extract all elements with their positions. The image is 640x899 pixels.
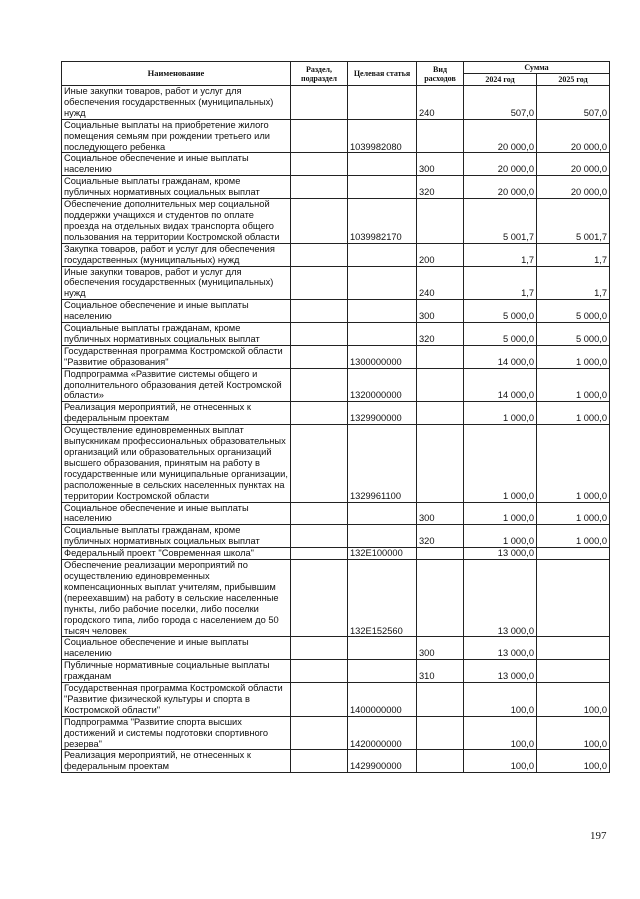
cell-name: Социальные выплаты гражданам, кроме публичных нормативных социальных выплат <box>62 525 291 548</box>
cell-2025: 1,7 <box>537 266 610 300</box>
cell-target <box>348 176 417 199</box>
table-row <box>62 119 610 153</box>
cell-2025 <box>537 548 610 560</box>
cell-name: Обеспечение дополнительных мер социальной поддержки учащихся и студентов по оплате проезда на отдельных видах транспорта общего пользования на территории Костромской области <box>62 199 291 244</box>
cell-2024: 5 000,0 <box>464 300 537 323</box>
cell-section <box>291 368 348 402</box>
cell-target <box>348 502 417 525</box>
cell-type: 320 <box>417 525 464 548</box>
cell-target: 1420000000 <box>348 716 417 750</box>
cell-name: Социальные выплаты гражданам, кроме публичных нормативных социальных выплат <box>62 176 291 199</box>
table-row <box>62 402 610 425</box>
cell-2025: 100,0 <box>537 750 610 773</box>
header-type: Вид расходов <box>417 62 464 86</box>
cell-2024: 1 000,0 <box>464 502 537 525</box>
cell-2025: 100,0 <box>537 683 610 717</box>
cell-2025 <box>537 560 610 637</box>
cell-type <box>417 750 464 773</box>
cell-section <box>291 750 348 773</box>
table-row <box>62 345 610 368</box>
table-row <box>62 560 610 637</box>
cell-name: Закупка товаров, работ и услуг для обеспечения государственных (муниципальных) нужд <box>62 243 291 266</box>
cell-type: 300 <box>417 637 464 660</box>
cell-type: 320 <box>417 176 464 199</box>
cell-name: Социальные выплаты гражданам, кроме публичных нормативных социальных выплат <box>62 323 291 346</box>
cell-name: Иные закупки товаров, работ и услуг для обеспечения государственных (муниципальных) нужд <box>62 86 291 120</box>
cell-type: 200 <box>417 243 464 266</box>
cell-target <box>348 323 417 346</box>
table-row <box>62 86 610 120</box>
cell-type: 300 <box>417 153 464 176</box>
cell-name: Социальное обеспечение и иные выплаты населению <box>62 300 291 323</box>
table-row <box>62 300 610 323</box>
cell-2024: 14 000,0 <box>464 345 537 368</box>
cell-name: Социальное обеспечение и иные выплаты населению <box>62 637 291 660</box>
cell-type: 240 <box>417 266 464 300</box>
cell-target: 132E100000 <box>348 548 417 560</box>
cell-name: Государственная программа Костромской области "Развитие физической культуры и спорта в Костромской области" <box>62 683 291 717</box>
cell-2025: 20 000,0 <box>537 153 610 176</box>
cell-2024: 14 000,0 <box>464 368 537 402</box>
cell-section <box>291 637 348 660</box>
cell-target <box>348 153 417 176</box>
table-row <box>62 660 610 683</box>
cell-name: Реализация мероприятий, не отнесенных к федеральным проектам <box>62 750 291 773</box>
cell-target: 1329961100 <box>348 425 417 502</box>
cell-type: 310 <box>417 660 464 683</box>
cell-2025: 1 000,0 <box>537 525 610 548</box>
cell-2025 <box>537 660 610 683</box>
table-row <box>62 525 610 548</box>
cell-target: 1429900000 <box>348 750 417 773</box>
cell-2025: 1 000,0 <box>537 368 610 402</box>
cell-target <box>348 266 417 300</box>
cell-section <box>291 683 348 717</box>
cell-target <box>348 660 417 683</box>
cell-2025 <box>537 637 610 660</box>
cell-section <box>291 243 348 266</box>
cell-2024: 20 000,0 <box>464 176 537 199</box>
cell-2024: 13 000,0 <box>464 637 537 660</box>
cell-name: Федеральный проект "Современная школа" <box>62 548 291 560</box>
cell-name: Иные закупки товаров, работ и услуг для обеспечения государственных (муниципальных) нужд <box>62 266 291 300</box>
page-number: 197 <box>590 830 607 842</box>
table-row <box>62 716 610 750</box>
cell-2024: 507,0 <box>464 86 537 120</box>
header-sum: Сумма <box>464 62 610 74</box>
cell-target <box>348 637 417 660</box>
cell-section <box>291 402 348 425</box>
table-row <box>62 368 610 402</box>
cell-2024: 20 000,0 <box>464 119 537 153</box>
cell-2025: 1 000,0 <box>537 402 610 425</box>
cell-section <box>291 425 348 502</box>
table-body <box>62 86 610 773</box>
header-section: Раздел, подраздел <box>291 62 348 86</box>
cell-section <box>291 176 348 199</box>
table-row <box>62 683 610 717</box>
header-year-2025: 2025 год <box>537 74 610 86</box>
cell-name: Государственная программа Костромской области "Развитие образования" <box>62 345 291 368</box>
cell-2024: 5 001,7 <box>464 199 537 244</box>
cell-section <box>291 86 348 120</box>
cell-name: Подпрограмма "Развитие спорта высших достижений и системы подготовки спортивного резерва" <box>62 716 291 750</box>
cell-target: 1039982080 <box>348 119 417 153</box>
cell-section <box>291 560 348 637</box>
cell-2025: 1 000,0 <box>537 345 610 368</box>
cell-2025: 100,0 <box>537 716 610 750</box>
cell-section <box>291 323 348 346</box>
table-row <box>62 243 610 266</box>
cell-2024: 13 000,0 <box>464 560 537 637</box>
cell-target <box>348 300 417 323</box>
cell-2024: 1,7 <box>464 266 537 300</box>
table-row <box>62 425 610 502</box>
cell-name: Обеспечение реализации мероприятий по осуществлению единовременных компенсационных выплат учителям, прибывшим (переехавшим) на работу в сельские населенные пункты, либо рабочие поселки, либо поселки городского типа, либо города с населением до 50 тысяч человек <box>62 560 291 637</box>
cell-2025: 1 000,0 <box>537 425 610 502</box>
cell-type <box>417 560 464 637</box>
table-row <box>62 548 610 560</box>
header-target: Целевая статья <box>348 62 417 86</box>
cell-name: Осуществление единовременных выплат выпускникам профессиональных образовательных организаций или образовательных организаций высшего образования, принятым на работу в государственные или муниципальные организации, расположенные в сельских населенных пунктах на территории Костромской области <box>62 425 291 502</box>
cell-2025: 20 000,0 <box>537 176 610 199</box>
cell-target: 1300000000 <box>348 345 417 368</box>
cell-name: Социальные выплаты на приобретение жилого помещения семьям при рождении третьего или последующего ребенка <box>62 119 291 153</box>
cell-type <box>417 402 464 425</box>
cell-2025: 5 000,0 <box>537 300 610 323</box>
cell-section <box>291 716 348 750</box>
cell-name: Социальное обеспечение и иные выплаты населению <box>62 502 291 525</box>
cell-2024: 100,0 <box>464 716 537 750</box>
cell-target: 1039982170 <box>348 199 417 244</box>
cell-name: Подпрограмма «Развитие системы общего и дополнительного образования детей Костромской области» <box>62 368 291 402</box>
cell-2024: 13 000,0 <box>464 548 537 560</box>
cell-type: 300 <box>417 502 464 525</box>
cell-type <box>417 683 464 717</box>
table-row <box>62 502 610 525</box>
table-row <box>62 750 610 773</box>
cell-name: Публичные нормативные социальные выплаты гражданам <box>62 660 291 683</box>
cell-target <box>348 243 417 266</box>
cell-2025: 5 000,0 <box>537 323 610 346</box>
table-row <box>62 637 610 660</box>
cell-2024: 100,0 <box>464 683 537 717</box>
cell-2024: 1,7 <box>464 243 537 266</box>
header-year-2024: 2024 год <box>464 74 537 86</box>
cell-2024: 1 000,0 <box>464 525 537 548</box>
cell-2024: 13 000,0 <box>464 660 537 683</box>
cell-2025: 5 001,7 <box>537 199 610 244</box>
cell-2024: 100,0 <box>464 750 537 773</box>
cell-type <box>417 716 464 750</box>
table-row <box>62 323 610 346</box>
table-row <box>62 199 610 244</box>
cell-type <box>417 548 464 560</box>
cell-type <box>417 425 464 502</box>
cell-section <box>291 153 348 176</box>
cell-section <box>291 660 348 683</box>
cell-section <box>291 345 348 368</box>
cell-2024: 5 000,0 <box>464 323 537 346</box>
table-row <box>62 153 610 176</box>
cell-section <box>291 119 348 153</box>
table-row <box>62 266 610 300</box>
cell-type <box>417 119 464 153</box>
cell-type: 320 <box>417 323 464 346</box>
cell-section <box>291 502 348 525</box>
cell-2025: 1 000,0 <box>537 502 610 525</box>
cell-name: Реализация мероприятий, не отнесенных к федеральным проектам <box>62 402 291 425</box>
budget-table <box>61 61 610 773</box>
cell-target: 1320000000 <box>348 368 417 402</box>
cell-target: 132E152560 <box>348 560 417 637</box>
cell-2025: 1,7 <box>537 243 610 266</box>
cell-target: 1400000000 <box>348 683 417 717</box>
cell-2024: 1 000,0 <box>464 402 537 425</box>
cell-type <box>417 368 464 402</box>
cell-section <box>291 199 348 244</box>
cell-section <box>291 266 348 300</box>
cell-target <box>348 86 417 120</box>
cell-name: Социальное обеспечение и иные выплаты населению <box>62 153 291 176</box>
cell-type <box>417 345 464 368</box>
cell-2024: 20 000,0 <box>464 153 537 176</box>
cell-type: 240 <box>417 86 464 120</box>
cell-type <box>417 199 464 244</box>
cell-type: 300 <box>417 300 464 323</box>
table-row <box>62 176 610 199</box>
cell-2025: 20 000,0 <box>537 119 610 153</box>
table-header <box>62 62 610 86</box>
cell-section <box>291 548 348 560</box>
header-name: Наименование <box>62 62 291 86</box>
cell-target: 1329900000 <box>348 402 417 425</box>
cell-2025: 507,0 <box>537 86 610 120</box>
cell-section <box>291 525 348 548</box>
cell-2024: 1 000,0 <box>464 425 537 502</box>
cell-section <box>291 300 348 323</box>
cell-target <box>348 525 417 548</box>
